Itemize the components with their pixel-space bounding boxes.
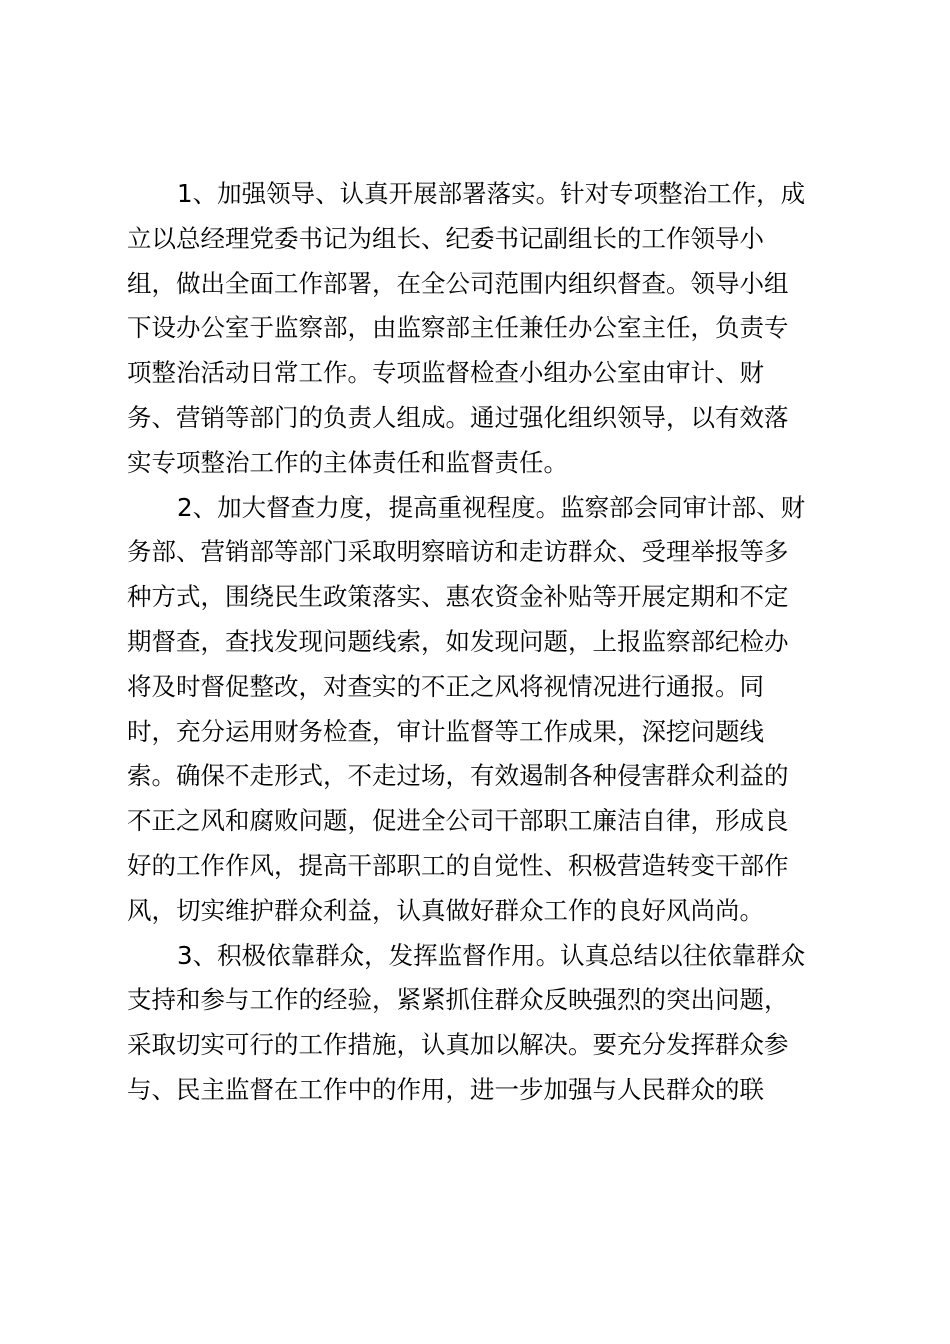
paragraph-line: 将及时督促整改，对查实的不正之风将视情况进行通报。同 [127,671,764,701]
paragraph-line: 下设办公室于监察部，由监察部主任兼任办公室主任，负责专 [127,313,789,343]
paragraph-line: 与、民主监督在工作中的作用，进一步加强与人民群众的联 [127,1074,764,1104]
paragraph-line: 期督查，查找发现问题线索，如发现问题，上报监察部纪检办 [127,626,789,656]
paragraph-line: 种方式，围绕民生政策落实、惠农资金补贴等开展定期和不定 [127,582,789,612]
paragraph-line: 不正之风和腐败问题，促进全公司干部职工廉洁自律，形成良 [127,806,789,836]
paragraph-line: 风，切实维护群众利益，认真做好群众工作的良好风尚尚。 [127,895,764,925]
document-body [127,172,837,1113]
paragraph-line: 1、加强领导、认真开展部署落实。针对专项整治工作，成 [177,179,806,208]
paragraph-line: 索。确保不走形式，不走过场，有效遏制各种侵害群众利益的 [127,761,789,791]
paragraph-1 [127,172,837,486]
paragraph-line: 3、积极依靠群众，发挥监督作用。认真总结以往依靠群众 [177,940,806,970]
paragraph-line: 好的工作作风，提高干部职工的自觉性、积极营造转变干部作 [127,850,789,880]
paragraph-line: 务部、营销部等部门采取明察暗访和走访群众、受理举报等多 [127,537,789,567]
paragraph-line: 支持和参与工作的经验，紧紧抓住群众反映强烈的突出问题， [127,985,789,1015]
paragraph-line: 项整治活动日常工作。专项监督检查小组办公室由审计、财 [127,358,764,388]
paragraph-2 [127,486,837,934]
paragraph-3 [127,934,837,1113]
paragraph-line: 实专项整治工作的主体责任和监督责任。 [127,447,568,477]
paragraph-line: 务、营销等部门的负责人组成。通过强化组织领导，以有效落 [127,402,789,432]
paragraph-line: 采取切实可行的工作措施，认真加以解决。要充分发挥群众参 [127,1030,789,1060]
paragraph-line: 立以总经理党委书记为组长、纪委书记副组长的工作领导小 [127,223,764,253]
paragraph-line: 2、加大督查力度，提高重视程度。监察部会同审计部、财 [177,492,806,522]
paragraph-line: 组，做出全面工作部署，在全公司范围内组织督查。领导小组 [127,268,789,298]
paragraph-line: 时，充分运用财务检查，审计监督等工作成果，深挖问题线 [127,716,764,746]
